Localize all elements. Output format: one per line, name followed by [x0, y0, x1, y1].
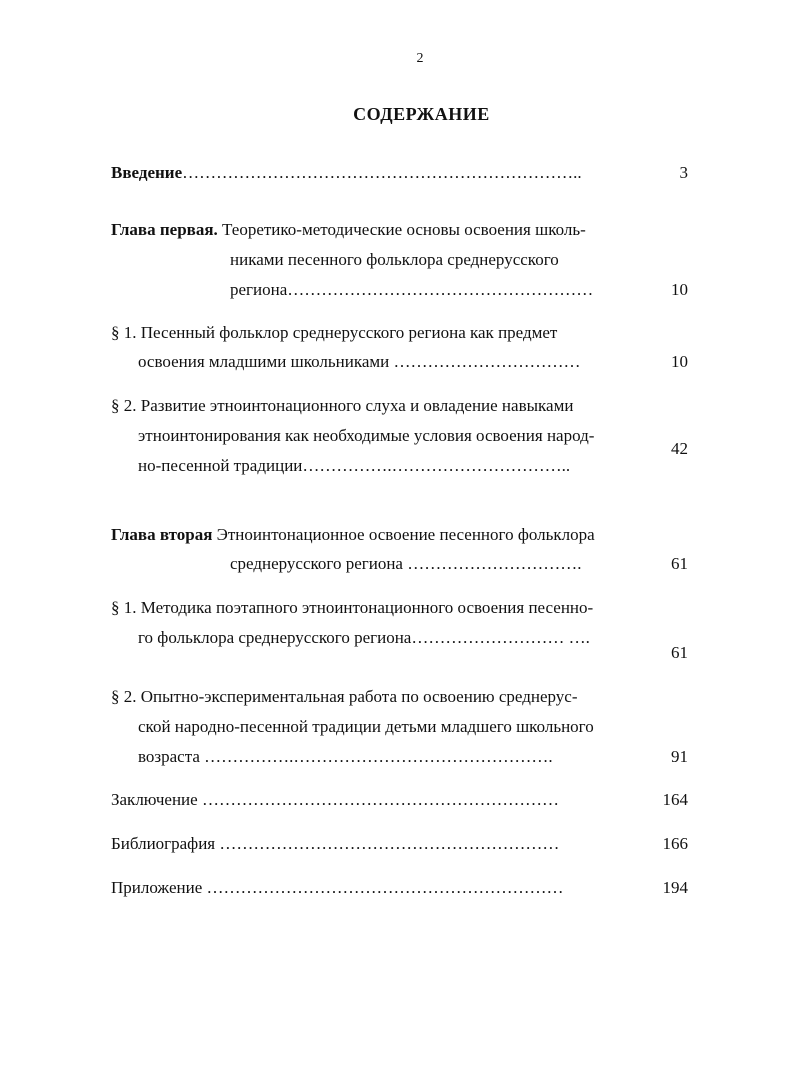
toc-bibliography: Библиография ……………………………………………………	[111, 834, 560, 853]
toc-chapter2-line1	[111, 526, 595, 543]
toc-chapter1-page: 10	[671, 280, 688, 299]
toc-ch1-sec1-line2: освоения младшими школьниками ……………………………	[138, 352, 581, 371]
toc-ch2-sec1-line1: § 1. Методика поэтапного этноинтонационного освоения песенно-	[111, 598, 594, 617]
toc-ch2-sec2-page: 91	[671, 747, 688, 766]
toc-ch1-sec2-page: 42	[671, 439, 688, 458]
toc-ch1-sec2-line1: § 2. Развитие этноинтонационного слуха и овладение навыками	[111, 396, 574, 415]
toc-chapter1-line2: никами песенного фольклора среднерусского	[230, 250, 559, 269]
toc-ch1-sec2-line3: но-песенной традиции…………….…………………………..	[138, 456, 571, 475]
page-title: СОДЕРЖАНИЕ	[353, 104, 490, 124]
toc-ch1-sec1-line1: § 1. Песенный фольклор среднерусского региона как предмет	[111, 323, 558, 342]
toc-ch2-sec2-line1: § 2. Опытно-экспериментальная работа по освоению среднерус-	[111, 687, 578, 706]
toc-ch2-sec2-line3: возраста …………….……………………………………….	[138, 747, 553, 766]
toc-chapter1-line1	[111, 221, 586, 238]
toc-ch1-sec1-page: 10	[671, 352, 688, 371]
toc-intro-label: Введение	[111, 163, 183, 182]
toc-ch2-sec1-page: 61	[671, 643, 688, 662]
toc-conclusion-page: 164	[662, 790, 688, 809]
toc-chapter2-text1: Этноинтонационное освоение песенного фольклора	[216, 525, 595, 544]
toc-intro-page: 3	[679, 163, 688, 182]
toc-chapter2-line2: среднерусского региона ………………………….	[230, 554, 582, 573]
toc-bibliography-page: 166	[662, 834, 688, 853]
toc-ch2-sec1-line2: го фольклора среднерусского региона……………………… ….	[138, 628, 590, 647]
toc-intro-leader: ……………………………………………………………..	[182, 163, 582, 182]
toc-ch1-sec2-line2: этноинтонирования как необходимые условия освоения народ-	[138, 426, 595, 445]
toc-conclusion: Заключение ………………………………………………………	[111, 790, 559, 809]
toc-chapter1-line3: региона………………………………………………	[230, 280, 594, 299]
toc-appendix: Приложение ………………………………………………………	[111, 878, 564, 897]
toc-chapter2-page: 61	[671, 554, 688, 573]
toc-entry-intro	[111, 164, 582, 181]
toc-appendix-page: 194	[662, 878, 688, 897]
toc-chapter1-label: Глава первая.	[111, 220, 218, 239]
page-number: 2	[416, 51, 424, 66]
toc-ch2-sec2-line2: ской народно-песенной традиции детьми младшего школьного	[138, 717, 594, 736]
toc-chapter1-text1: Теоретико-методические основы освоения школь-	[222, 220, 586, 239]
toc-chapter2-label: Глава вторая	[111, 525, 213, 544]
